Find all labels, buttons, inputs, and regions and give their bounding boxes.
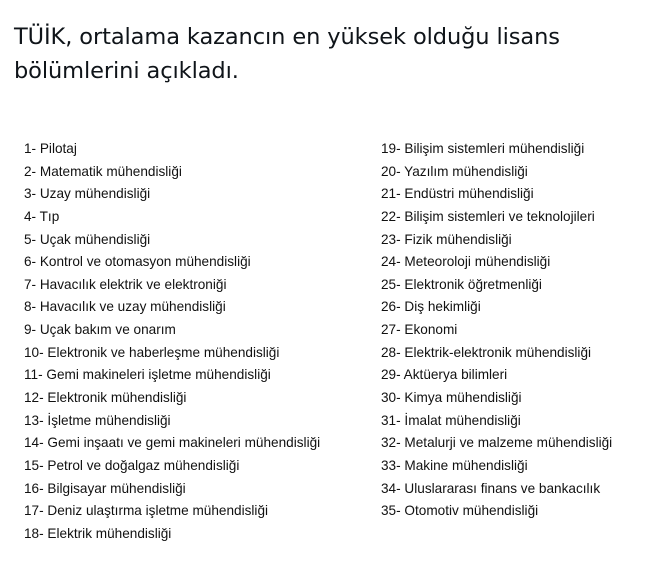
list-item: 19- Bilişim sistemleri mühendisliği: [381, 141, 585, 156]
list-item: 28- Elektrik-elektronik mühendisliği: [381, 344, 592, 360]
list-item: 34- Uluslararası finans ve bankacılık: [381, 480, 601, 496]
ranking-list-left: [24, 138, 369, 546]
list-item: 9- Uçak bakım ve onarım: [24, 322, 176, 338]
attached-image[interactable]: [0, 120, 660, 572]
list-item: 23- Fizik mühendisliği: [381, 231, 512, 247]
list-item: 27- Ekonomi: [381, 322, 458, 338]
list-item: 4- Tıp: [24, 208, 60, 224]
list-item: 10- Elektronik ve haberleşme mühendisliği: [24, 344, 280, 360]
list-item: 15- Petrol ve doğalgaz mühendisliği: [24, 457, 240, 473]
list-item: 31- İmalat mühendisliği: [381, 412, 521, 428]
list-item: 30- Kimya mühendisliği: [381, 390, 522, 406]
list-item: 32- Metalurji ve malzeme mühendisliği: [381, 435, 613, 451]
list-item: 17- Deniz ulaştırma işletme mühendisliği: [24, 503, 269, 519]
list-item: 22- Bilişim sistemleri ve teknolojileri: [381, 208, 595, 224]
list-item: 11- Gemi makineleri işletme mühendisliği: [24, 367, 271, 383]
list-item: 12- Elektronik mühendisliği: [24, 390, 187, 406]
post-text: TÜİK, ortalama kazancın en yüksek olduğu lisans bölümlerini açıkladı.: [14, 24, 560, 84]
list-item: 26- Diş hekimliği: [381, 299, 481, 315]
list-item: 8- Havacılık ve uzay mühendisliği: [24, 299, 226, 315]
ranking-list-right: [381, 138, 651, 523]
list-item: 16- Bilgisayar mühendisliği: [24, 480, 186, 496]
list-item: 18- Elektrik mühendisliği: [24, 525, 172, 541]
list-item: 21- Endüstri mühendisliği: [381, 186, 534, 202]
list-item: 7- Havacılık elektrik ve elektroniği: [24, 276, 227, 292]
list-item: 14- Gemi inşaatı ve gemi makineleri mühendisliği: [24, 435, 321, 451]
list-item: 5- Uçak mühendisliği: [24, 231, 151, 247]
list-item: 3- Uzay mühendisliği: [24, 186, 151, 202]
list-item: 35- Otomotiv mühendisliği: [381, 503, 539, 519]
list-item: 2- Matematik mühendisliği: [24, 163, 182, 179]
list-item: 13- İşletme mühendisliği: [24, 412, 171, 428]
list-item: 29- Aktüerya bilimleri: [381, 367, 508, 383]
list-item: 1- Pilotaj: [24, 141, 77, 156]
list-item: 25- Elektronik öğretmenliği: [381, 276, 542, 292]
list-item: 20- Yazılım mühendisliği: [381, 163, 528, 179]
list-item: 6- Kontrol ve otomasyon mühendisliği: [24, 254, 251, 270]
list-item: 24- Meteoroloji mühendisliği: [381, 254, 551, 270]
list-item: 33- Makine mühendisliği: [381, 457, 528, 473]
